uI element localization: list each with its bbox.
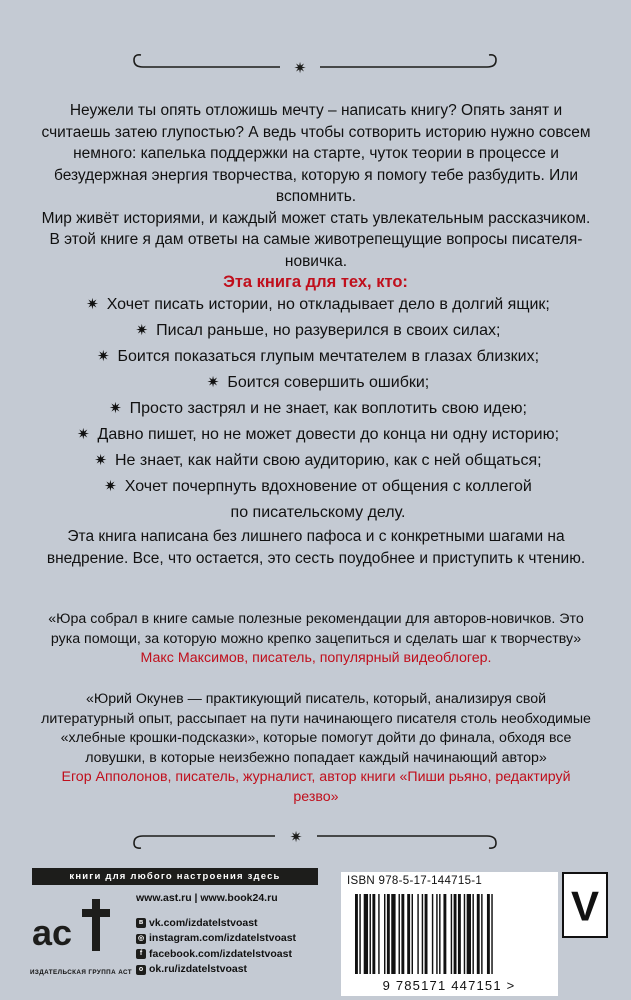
list-item-text: Боится показаться глупым мечтателем в глазах близких; — [117, 348, 540, 365]
star-icon: ✷ — [94, 452, 107, 469]
barcode-bar — [439, 894, 440, 974]
barcode-bar — [372, 894, 375, 974]
ast-logo-letters: ac — [32, 912, 73, 953]
list-item-text: Боится совершить ошибки; — [227, 374, 430, 391]
social-link-ok[interactable] — [136, 962, 326, 978]
publisher-footer — [0, 868, 631, 1000]
barcode-bar — [451, 894, 452, 974]
top-ornament-right-swirl — [320, 55, 496, 67]
age-rating-letter: V — [570, 882, 600, 930]
barcode-bar — [443, 894, 446, 974]
list-item — [28, 370, 608, 396]
barcode-bar — [359, 894, 360, 974]
barcode-bar — [472, 894, 473, 974]
list-item — [28, 396, 608, 422]
barcode-box — [341, 872, 558, 996]
publisher-links — [136, 891, 326, 978]
quote-author: Макс Максимов, писатель, популярный видеоблогер. — [140, 650, 492, 666]
star-icon: ✷ — [109, 400, 122, 417]
barcode-bars — [355, 894, 493, 974]
bottom-ornament-left-swirl — [134, 836, 275, 848]
quote-block — [40, 690, 592, 807]
barcode-bar — [422, 894, 423, 974]
barcode-bar — [458, 894, 461, 974]
social-link-text: facebook.com/izdatelstvoast — [149, 947, 292, 960]
barcode-bar — [364, 894, 368, 974]
list-item-text: Писал раньше, но разуверился в своих силах; — [156, 322, 501, 339]
slogan-bar: книги для любого настроения здесь — [32, 868, 318, 885]
barcode-bar — [370, 894, 371, 974]
barcode-bar — [391, 894, 395, 974]
barcode-bar — [467, 894, 471, 974]
ast-logo — [30, 895, 114, 961]
for-whom-list — [28, 292, 608, 526]
websites-link[interactable]: www.ast.ru | www.book24.ru — [136, 892, 278, 904]
top-ornament-left-swirl — [134, 55, 280, 67]
vk-icon: в — [136, 918, 146, 928]
barcode-bar — [436, 894, 437, 974]
star-icon: ✷ — [96, 348, 110, 365]
star-icon: ✷ — [86, 296, 99, 313]
barcode-bar — [407, 894, 410, 974]
star-icon: ✷ — [135, 322, 149, 339]
for-whom-title: Эта книга для тех, кто: — [223, 273, 408, 291]
barcode-bar — [399, 894, 400, 974]
list-item-continuation: по писательскому делу. — [230, 504, 406, 521]
list-item — [28, 344, 608, 370]
list-item-text: Хочет писать истории, но откладывает дело в долгий ящик; — [106, 296, 550, 313]
intro-paragraph-1: Неужели ты опять отложишь мечту – написать книгу? Опять занят и считаешь затею глупостью? А ведь чтобы сотворить историю нужно совсем немного: капелька поддержки на старте, чуток теории в процессе и безудержная энергия творчества, которую я помогу тебе разбудить. Или вспомнить. — [41, 102, 591, 205]
social-link-text: vk.com/izdatelstvoast — [149, 916, 258, 929]
barcode-bar — [412, 894, 413, 974]
star-icon: ✷ — [293, 60, 307, 77]
facebook-icon: f — [136, 949, 146, 959]
list-item-text: Не знает, как найти свою аудиторию, как с ней общаться; — [115, 452, 542, 469]
publisher-caption: ИЗДАТЕЛЬСКАЯ ГРУППА АСТ — [30, 969, 133, 976]
list-item-text: Давно пишет, но не может довести до конца ни одну историю; — [97, 426, 560, 443]
star-icon: ✷ — [104, 478, 117, 495]
barcode — [345, 892, 554, 994]
list-item — [28, 474, 608, 526]
social-link-text: ok.ru/izdatelstvoast — [149, 963, 248, 975]
quote-text: «Юрий Окунев — практикующий писатель, который, анализируя свой литературный опыт, рассыпает на пути начинающего писателя столь необходимые «хлебные крошки-подсказки», которые помогут дойти до финала, обходя все ловушки, в которые неизбежно попадает каждый начинающий автор» — [41, 691, 591, 766]
age-rating-badge — [562, 872, 608, 938]
barcode-bar — [355, 894, 358, 974]
barcode-bar — [387, 894, 390, 974]
quote-author: Егор Апполонов, писатель, журналист, автор книги «Пиши рьяно, редактируй резво» — [61, 769, 571, 805]
list-item — [28, 422, 608, 448]
list-item — [28, 318, 608, 344]
social-link-instagram[interactable] — [136, 931, 326, 947]
barcode-bar — [477, 894, 480, 974]
barcode-bar — [432, 894, 433, 974]
list-item-text: Хочет почерпнуть вдохновение от общения с коллегой — [124, 478, 532, 495]
barcode-bar — [464, 894, 465, 974]
odnoklassniki-icon: о — [136, 965, 146, 975]
barcode-digits: 9 785171 447151 > — [382, 978, 516, 993]
barcode-bar — [487, 894, 490, 974]
intro-paragraph-2: Мир живёт историями, и каждый может стать увлекательным рассказчиком. В этой книге я дам ответы на самые животрепещущие вопросы писателя-новичка. — [41, 209, 591, 270]
top-ornament — [0, 45, 631, 85]
social-link-vk[interactable] — [136, 916, 326, 932]
isbn-number: ISBN 978-5-17-144715-1 — [347, 875, 483, 887]
barcode-bar — [481, 894, 482, 974]
star-icon: ✷ — [289, 829, 303, 846]
quote-block — [40, 610, 592, 669]
barcode-bar — [384, 894, 385, 974]
social-link-text: instagram.com/izdatelstvoast — [149, 932, 297, 944]
star-icon: ✷ — [76, 426, 90, 443]
ast-logo-cross-icon — [82, 899, 110, 951]
bottom-ornament — [0, 818, 631, 858]
list-item — [28, 292, 608, 318]
intro-text — [40, 100, 592, 272]
barcode-bar — [491, 894, 492, 974]
quote-text: «Юра собрал в книге самые полезные рекомендации для авторов-новичков. Это рука помощи, за которую можно крепко зацепиться и сделать шаг к творчеству» — [48, 611, 584, 647]
instagram-icon: ◎ — [137, 934, 145, 942]
bottom-ornament-right-swirl — [317, 836, 496, 848]
social-link-facebook[interactable] — [136, 947, 326, 963]
barcode-bar — [454, 894, 457, 974]
barcode-bar — [378, 894, 379, 974]
list-item-text: Просто застрял и не знает, как воплотить свою идею; — [129, 400, 527, 417]
barcode-bar — [401, 894, 404, 974]
star-icon: ✷ — [206, 374, 220, 391]
closing-text: Эта книга написана без лишнего пафоса и с конкретными шагами на внедрение. Все, что остается, это сесть поудобнее и приступить к чтению. — [46, 528, 586, 567]
barcode-bar — [425, 894, 428, 974]
list-item — [28, 448, 608, 474]
barcode-bar — [417, 894, 418, 974]
